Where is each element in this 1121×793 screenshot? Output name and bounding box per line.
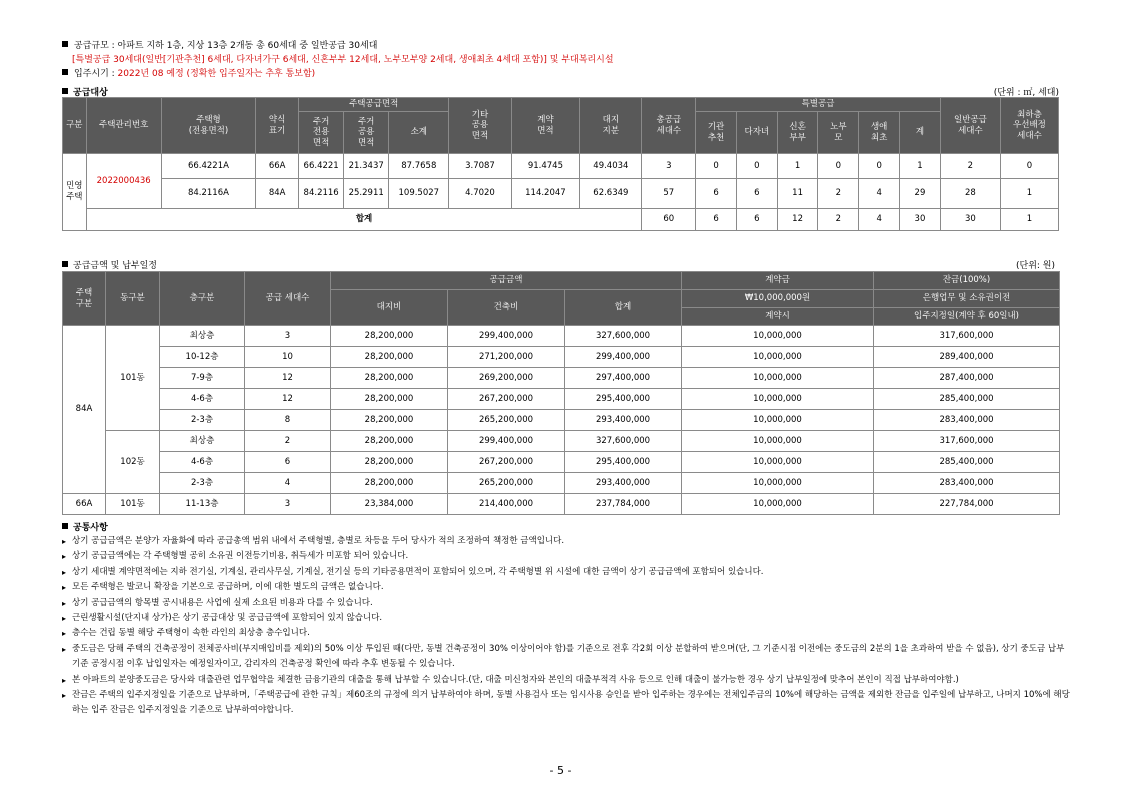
cell: 60 xyxy=(642,209,696,231)
cell: 6 xyxy=(696,209,737,231)
cell: 267,200,000 xyxy=(448,452,565,473)
cell: 12 xyxy=(245,368,331,389)
cell: 299,400,000 xyxy=(448,431,565,452)
cell: 317,600,000 xyxy=(874,431,1060,452)
cell: 10,000,000 xyxy=(682,326,874,347)
cell: 84.2116 xyxy=(299,179,344,209)
cell: 66.4221 xyxy=(299,154,344,179)
cell: 2 xyxy=(818,209,859,231)
col-balance-bank: 은행업무 및 소유권이전 xyxy=(874,290,1060,308)
building-101: 101동 xyxy=(106,326,160,431)
cell: 8 xyxy=(245,410,331,431)
cell: 10,000,000 xyxy=(682,452,874,473)
supply-target-table xyxy=(62,97,1059,231)
cell: 2 xyxy=(818,179,859,209)
cell: 3 xyxy=(245,494,331,515)
note-item: ▸ 상기 세대별 계약면적에는 지하 전기실, 기계실, 관리사무실, 기계실, 전기실 등의 기타공용면적이 포함되어 있으며, 각 주택형별 위 시설에 대한 금액이 상기 공급금액에 포함되어 있습니다. xyxy=(62,565,1072,580)
col-multi-child: 다자녀 xyxy=(736,112,777,154)
col-common: 주거 공용 면적 xyxy=(344,112,389,154)
cell: 0 xyxy=(1000,154,1058,179)
move-in-period: 입주시기 : 2022년 08 예정 (정확한 입주일자는 추후 통보함) xyxy=(62,66,315,79)
table-row xyxy=(63,389,1060,410)
cell: 3.7087 xyxy=(449,154,511,179)
square-bullet-icon xyxy=(62,523,68,529)
col-area-group: 주택공급면적 xyxy=(299,98,449,112)
cell: 11-13층 xyxy=(160,494,245,515)
cell: 2 xyxy=(940,154,1000,179)
table-row xyxy=(63,368,1060,389)
cell: 84.2116A xyxy=(161,179,255,209)
price-title: 공급금액 및 납부일정 xyxy=(62,258,157,271)
cell: 28,200,000 xyxy=(331,410,448,431)
col-org: 기관 추천 xyxy=(696,112,737,154)
cell: 66.4221A xyxy=(161,154,255,179)
cell: 4 xyxy=(859,179,900,209)
cell: 23,384,000 xyxy=(331,494,448,515)
col-house-kind: 주택 구분 xyxy=(63,272,106,326)
col-subtotal: 소계 xyxy=(389,112,449,154)
cell: 4-6층 xyxy=(160,452,245,473)
table-row xyxy=(63,326,1060,347)
col-price-group: 공급금액 xyxy=(331,272,682,290)
col-category: 구분 xyxy=(63,98,87,154)
supply-scale: 공급규모 : 아파트 지하 1층, 지상 13층 2개동 총 60세대 중 일반공급 30세대 xyxy=(62,38,377,51)
table-row xyxy=(63,494,1060,515)
cell: 6 xyxy=(245,452,331,473)
table-row xyxy=(63,179,1059,209)
cell: 6 xyxy=(736,209,777,231)
house-type-66a: 66A xyxy=(63,494,106,515)
col-deposit-time: 계약시 xyxy=(682,308,874,326)
table-row xyxy=(63,154,1059,179)
notes-list xyxy=(62,534,1072,719)
col-special-sum: 계 xyxy=(900,112,941,154)
note-item: ▸ 층수는 건립 동별 해당 주택형이 속한 라인의 최상층 층수입니다. xyxy=(62,626,1072,641)
col-newlywed: 신혼 부부 xyxy=(777,112,818,154)
cell: 109.5027 xyxy=(389,179,449,209)
cell: 0 xyxy=(696,154,737,179)
col-other-common: 기타 공용 면적 xyxy=(449,98,511,154)
cell: 237,784,000 xyxy=(565,494,682,515)
note-item: ▸ 중도금은 당해 주택의 건축공정이 전체공사비(부지매입비를 제외)의 50% 이상 투입된 때(다만, 동별 건축공정이 30% 이상이어야 함)를 기준으로 전후 각2회 이상 분할하여 받으며(단, 그 기준시점 이전에는 중도금의 2분의 1을 초과하여 받을 수 없음), 상기 중도금 납부기준 공정시점 이후 납입일자는 예정일자이고, 감리자의 건축공정 확인에 따라 추후 변동될 수 있습니다. xyxy=(62,642,1072,673)
cell: 28,200,000 xyxy=(331,389,448,410)
cell: 271,200,000 xyxy=(448,347,565,368)
cell: 293,400,000 xyxy=(565,410,682,431)
cell: 114.2047 xyxy=(511,179,580,209)
note-item: ▸ 상기 공급금액에는 각 주택형별 공히 소유권 이전등기비용, 취득세가 미포함 되어 있습니다. xyxy=(62,549,1072,564)
col-mgmt-no: 주택관리번호 xyxy=(86,98,161,154)
cell: 267,200,000 xyxy=(448,389,565,410)
col-exclusive: 주거 전용 면적 xyxy=(299,112,344,154)
cell: 10,000,000 xyxy=(682,347,874,368)
cell: 49.4034 xyxy=(580,154,642,179)
cell: 269,200,000 xyxy=(448,368,565,389)
cell: 6 xyxy=(736,179,777,209)
cell: 28,200,000 xyxy=(331,473,448,494)
col-deposit-group: 계약금 xyxy=(682,272,874,290)
supply-target-title: 공급대상 xyxy=(62,85,108,98)
cell: 11 xyxy=(777,179,818,209)
note-item: ▸ 잔금은 주택의 입주지정일을 기준으로 납부하며,「주택공급에 관한 규칙」제60조의 규정에 의거 납부하여야 하며, 동별 사용검사 또는 임시사용 승인을 받아 입주하는 경우에는 전체입주금의 10%에 해당하는 금액을 제외한 잔금을 입주일에 납부하고, 나머지 10%에 해당하는 입주 잔금은 입주지정일을 기준으로 납부하여야합니다. xyxy=(62,688,1072,719)
cell: 293,400,000 xyxy=(565,473,682,494)
cell: 2 xyxy=(245,431,331,452)
cell: 265,200,000 xyxy=(448,410,565,431)
cell: 10,000,000 xyxy=(682,410,874,431)
col-construction-price: 건축비 xyxy=(448,290,565,326)
cell: 29 xyxy=(900,179,941,209)
cell: 327,600,000 xyxy=(565,431,682,452)
cell: 2-3층 xyxy=(160,410,245,431)
supply-target-unit: (단위 : ㎡, 세대) xyxy=(993,88,1059,98)
cell: 66A xyxy=(256,154,299,179)
col-contract-area: 계약 면적 xyxy=(511,98,580,154)
col-land-share: 대지 지분 xyxy=(580,98,642,154)
cell: 287,400,000 xyxy=(874,368,1060,389)
cell: 299,400,000 xyxy=(565,347,682,368)
cell: 283,400,000 xyxy=(874,473,1060,494)
cell: 28 xyxy=(940,179,1000,209)
cell: 0 xyxy=(859,154,900,179)
col-deposit-amount: ₩10,000,000원 xyxy=(682,290,874,308)
cell: 28,200,000 xyxy=(331,368,448,389)
square-bullet-icon xyxy=(62,41,68,47)
col-balance-group: 잔금(100%) xyxy=(874,272,1060,290)
cell: 57 xyxy=(642,179,696,209)
col-floor: 층구분 xyxy=(160,272,245,326)
cell: 227,784,000 xyxy=(874,494,1060,515)
total-row xyxy=(63,209,1059,231)
cell: 12 xyxy=(245,389,331,410)
cell: 283,400,000 xyxy=(874,410,1060,431)
col-total-supply: 총공급 세대수 xyxy=(642,98,696,154)
col-first-life: 생애 최초 xyxy=(859,112,900,154)
square-bullet-icon xyxy=(62,261,68,267)
building-101-66a: 101동 xyxy=(106,494,160,515)
cell: 10 xyxy=(245,347,331,368)
cell: 10,000,000 xyxy=(682,389,874,410)
cell: 25.2911 xyxy=(344,179,389,209)
cell: 285,400,000 xyxy=(874,389,1060,410)
cell: 295,400,000 xyxy=(565,452,682,473)
cell: 3 xyxy=(642,154,696,179)
cell: 327,600,000 xyxy=(565,326,682,347)
special-supply-note: [특별공급 30세대(일반[기관추천] 6세대, 다자녀가구 6세대, 신혼부부 12세대, 노부모부양 2세대, 생애최초 4세대 포함)] 및 부대복리시설 xyxy=(72,55,614,65)
cell: 28,200,000 xyxy=(331,326,448,347)
note-item: ▸ 상기 공급금액은 분양가 자율화에 따라 공급총액 범위 내에서 주택형별, 층별로 차등을 두어 당사가 적의 조정하여 책정한 금액입니다. xyxy=(62,534,1072,549)
note-item: ▸ 모든 주택형은 발코니 확장을 기본으로 공급하며, 이에 대한 별도의 금액은 없습니다. xyxy=(62,580,1072,595)
col-total-price: 합계 xyxy=(565,290,682,326)
square-bullet-icon xyxy=(62,69,68,75)
cell: 최상층 xyxy=(160,326,245,347)
table-row xyxy=(63,410,1060,431)
cell: 4 xyxy=(245,473,331,494)
cell: 87.7658 xyxy=(389,154,449,179)
cell: 285,400,000 xyxy=(874,452,1060,473)
cell: 10,000,000 xyxy=(682,473,874,494)
cell: 10,000,000 xyxy=(682,494,874,515)
cell: 214,400,000 xyxy=(448,494,565,515)
col-special-group: 특별공급 xyxy=(696,98,941,112)
cell: 30 xyxy=(940,209,1000,231)
table-row xyxy=(63,431,1060,452)
col-general: 일반공급 세대수 xyxy=(940,98,1000,154)
category-cell: 민영 주택 xyxy=(63,154,87,231)
cell: 28,200,000 xyxy=(331,347,448,368)
cell: 4.7020 xyxy=(449,179,511,209)
col-balance-time: 입주지정일(계약 후 60일내) xyxy=(874,308,1060,326)
cell: 6 xyxy=(696,179,737,209)
col-land-price: 대지비 xyxy=(331,290,448,326)
cell: 28,200,000 xyxy=(331,452,448,473)
cell: 297,400,000 xyxy=(565,368,682,389)
cell: 289,400,000 xyxy=(874,347,1060,368)
col-short: 약식 표기 xyxy=(256,98,299,154)
notes-title: 공통사항 xyxy=(62,520,108,533)
cell: 1 xyxy=(777,154,818,179)
building-102: 102동 xyxy=(106,431,160,494)
mgmt-no-cell: 2022000436 xyxy=(86,154,161,209)
note-item: ▸ 근린생활시설(단지내 상가)은 상기 공급대상 및 공급금액에 포함되어 있지 않습니다. xyxy=(62,611,1072,626)
cell: 30 xyxy=(900,209,941,231)
cell: 2-3층 xyxy=(160,473,245,494)
cell: 317,600,000 xyxy=(874,326,1060,347)
cell: 7-9층 xyxy=(160,368,245,389)
cell: 3 xyxy=(245,326,331,347)
table-row xyxy=(63,347,1060,368)
cell: 10,000,000 xyxy=(682,431,874,452)
table-row xyxy=(63,452,1060,473)
note-item: ▸ 본 아파트의 분양중도금은 당사와 대출관련 업무협약을 체결한 금융기관의 대출을 통해 납부할 수 있습니다.(단, 대출 미신청자와 본인의 대출부적격 사유 등으로 인해 대출이 불가능한 경우 상기 납부일정에 맞추어 본인이 직접 납부하여야함.) xyxy=(62,673,1072,688)
col-lowest-floor: 최하층 우선배정 세대수 xyxy=(1000,98,1058,154)
cell: 84A xyxy=(256,179,299,209)
cell: 21.3437 xyxy=(344,154,389,179)
cell: 299,400,000 xyxy=(448,326,565,347)
cell: 1 xyxy=(900,154,941,179)
cell: 1 xyxy=(1000,209,1058,231)
cell: 0 xyxy=(818,154,859,179)
page-number: - 5 - xyxy=(549,764,572,777)
col-elderly: 노부 모 xyxy=(818,112,859,154)
cell: 4-6층 xyxy=(160,389,245,410)
cell: 265,200,000 xyxy=(448,473,565,494)
cell: 10-12층 xyxy=(160,347,245,368)
col-building: 동구분 xyxy=(106,272,160,326)
house-type-84a: 84A xyxy=(63,326,106,494)
cell: 295,400,000 xyxy=(565,389,682,410)
cell: 10,000,000 xyxy=(682,368,874,389)
cell: 91.4745 xyxy=(511,154,580,179)
cell: 0 xyxy=(736,154,777,179)
cell: 28,200,000 xyxy=(331,431,448,452)
table-row xyxy=(63,473,1060,494)
cell: 최상층 xyxy=(160,431,245,452)
cell: 62.6349 xyxy=(580,179,642,209)
cell: 1 xyxy=(1000,179,1058,209)
col-house-type: 주택형 (전용면적) xyxy=(161,98,255,154)
price-table xyxy=(62,271,1060,515)
price-unit: (단위: 원) xyxy=(1016,261,1055,271)
col-units: 공급 세대수 xyxy=(245,272,331,326)
total-label: 합계 xyxy=(86,209,642,231)
cell: 4 xyxy=(859,209,900,231)
note-item: ▸ 상기 공급금액의 항목별 공시내용은 사업에 실제 소요된 비용과 다를 수 있습니다. xyxy=(62,596,1072,611)
cell: 12 xyxy=(777,209,818,231)
square-bullet-icon xyxy=(62,88,68,94)
